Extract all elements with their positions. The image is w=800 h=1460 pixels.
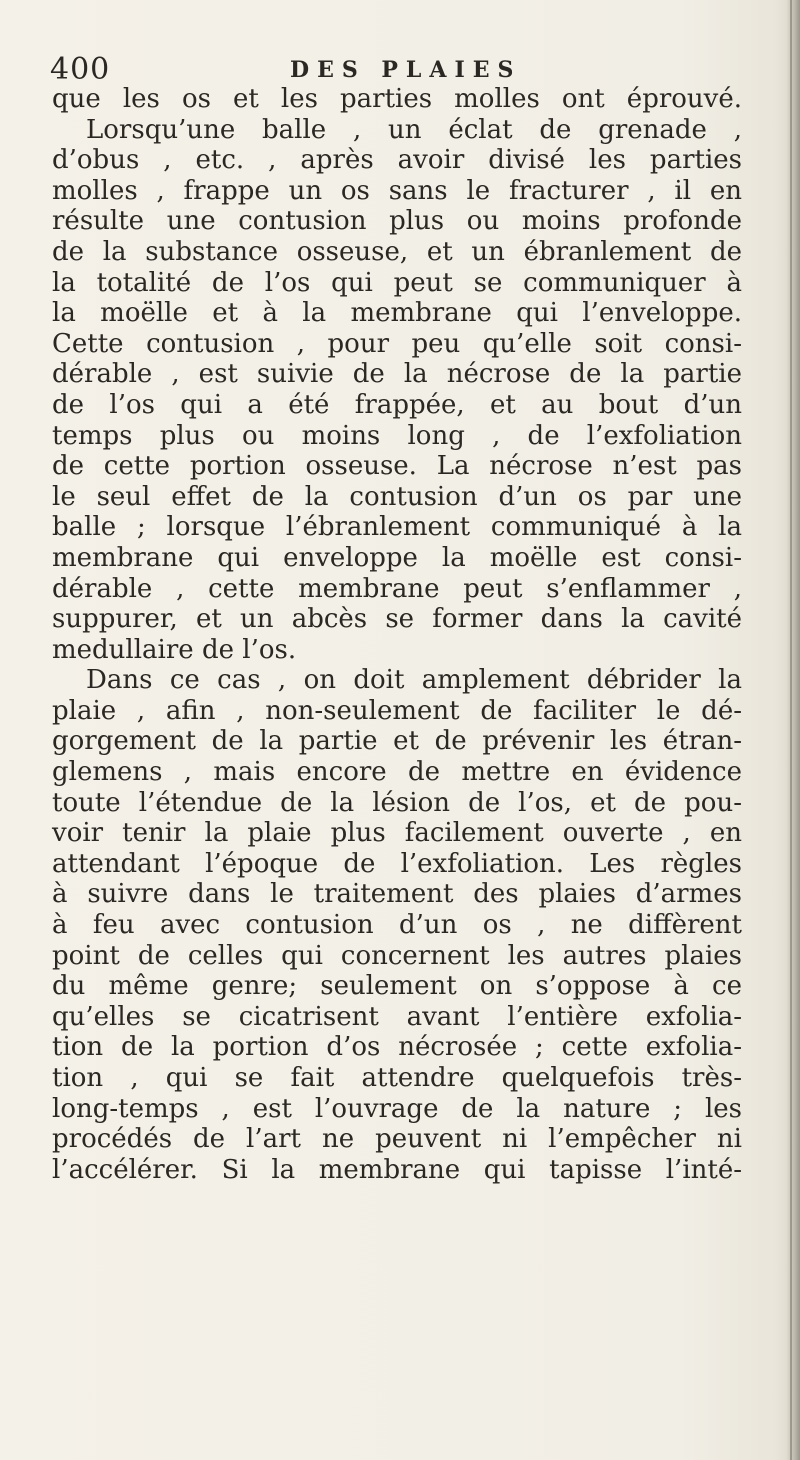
text-line: dérable , cette membrane peut s’enflammer ,	[52, 573, 742, 604]
text-line: suppurer, et un abcès se former dans la cavité	[52, 604, 742, 635]
text-line: d’obus , etc. , après avoir divisé les parties	[52, 145, 742, 176]
text-line: qu’elles se cicatrisent avant l’entière exfolia-	[52, 1001, 742, 1032]
text-line: point de celles qui concernent les autres plaies	[52, 940, 742, 971]
text-line: dérable , est suivie de la nécrose de la partie	[52, 359, 742, 390]
page-number: 400	[50, 52, 111, 87]
page-binding-edge	[790, 0, 792, 1460]
text-line: plaie , afin , non-seulement de faciliter le dé-	[52, 695, 742, 726]
body-text	[52, 84, 742, 1185]
text-line: que les os et les parties molles ont éprouvé.	[52, 84, 742, 114]
text-line: Lorsqu’une balle , un éclat de grenade ,	[86, 114, 742, 145]
text-line: glemens , mais encore de mettre en évidence	[52, 757, 742, 788]
text-line: à feu avec contusion d’un os , ne diffèrent	[52, 910, 742, 941]
text-line: l’accélérer. Si la membrane qui tapisse l’inté-	[52, 1154, 742, 1185]
text-line: long-temps , est l’ouvrage de la nature ; les	[52, 1093, 742, 1124]
text-line: de la substance osseuse, et un ébranlement de	[52, 236, 742, 267]
text-line: la moëlle et à la membrane qui l’enveloppe.	[52, 298, 742, 329]
running-title: DES PLAIES	[290, 57, 522, 83]
text-line: procédés de l’art ne peuvent ni l’empêcher ni	[52, 1124, 742, 1155]
text-line: toute l’étendue de la lésion de l’os, et de pou-	[52, 787, 742, 818]
text-line: le seul effet de la contusion d’un os par une	[52, 481, 742, 512]
text-line: gorgement de la partie et de prévenir les étran-	[52, 726, 742, 757]
text-line: résulte une contusion plus ou moins profonde	[52, 206, 742, 237]
text-line: du même genre; seulement on s’oppose à ce	[52, 971, 742, 1002]
page-edge-shadow	[786, 0, 800, 1460]
text-line: temps plus ou moins long , de l’exfoliation	[52, 420, 742, 451]
text-line: tion de la portion d’os nécrosée ; cette exfolia-	[52, 1032, 742, 1063]
text-line: tion , qui se fait attendre quelquefois très-	[52, 1063, 742, 1093]
text-line: Dans ce cas , on doit amplement débrider la	[86, 665, 742, 696]
text-line: à suivre dans le traitement des plaies d’armes	[52, 879, 742, 910]
text-line: medullaire de l’os.	[52, 634, 297, 665]
text-line: molles , frappe un os sans le fracturer , il en	[52, 175, 742, 206]
text-line: membrane qui enveloppe la moëlle est consi-	[52, 542, 742, 573]
text-line: voir tenir la plaie plus facilement ouverte , en	[52, 818, 742, 849]
text-line: balle ; lorsque l’ébranlement communiqué à la	[52, 512, 742, 543]
text-line: Cette contusion , pour peu qu’elle soit consi-	[52, 328, 742, 359]
text-line: attendant l’époque de l’exfoliation. Les règles	[52, 848, 742, 879]
text-line: de l’os qui a été frappée, et au bout d’un	[52, 389, 742, 420]
text-line: de cette portion osseuse. La nécrose n’est pas	[52, 451, 742, 482]
text-line: la totalité de l’os qui peut se communiquer à	[52, 267, 742, 298]
